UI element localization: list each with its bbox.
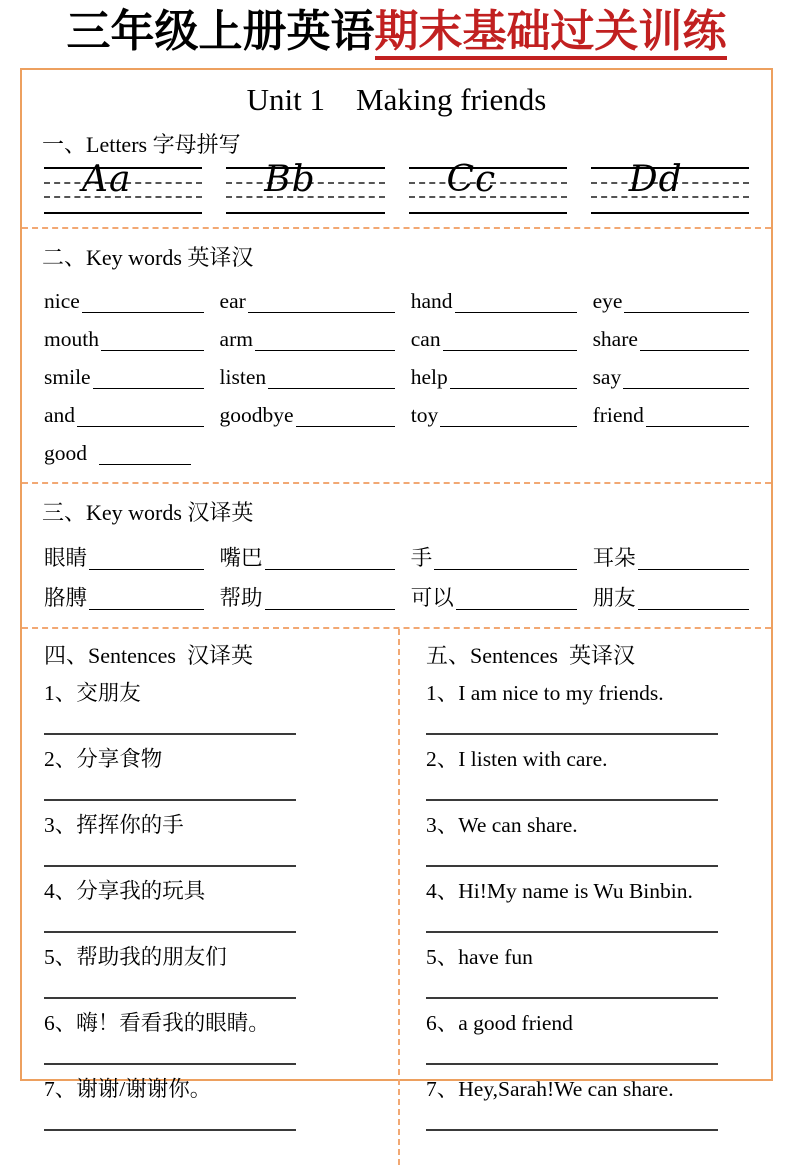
sentence-text: 1、交朋友 [44, 680, 141, 705]
answer-blank [265, 569, 395, 570]
keyword-label: 耳朵 [592, 546, 636, 571]
section-keywords-en-heading: 二、Key words 英译汉 [42, 244, 254, 270]
page-title-red-underlined: 期末基础过关训练 [375, 7, 727, 60]
answer-blank [434, 569, 576, 570]
writing-letter-label: Dd [628, 158, 683, 200]
answer-blank [640, 350, 749, 351]
answer-blank [89, 609, 204, 610]
keyword-label: listen [219, 365, 267, 390]
keyword-label: eye [592, 289, 623, 314]
answer-blank [99, 464, 191, 465]
keyword-cell [44, 280, 204, 318]
answer-blank [624, 312, 749, 313]
sentence-text: 2、I listen with care. [426, 746, 608, 771]
keywords-en-grid [44, 280, 749, 470]
answer-blank [296, 426, 395, 427]
keyword-cell [44, 318, 204, 356]
answer-blank [455, 312, 577, 313]
worksheet-box [20, 68, 773, 1101]
keyword-label: 手 [410, 546, 433, 571]
keyword-label: 眼睛 [44, 546, 88, 571]
keyword-cell [593, 318, 749, 356]
sentence-item [44, 744, 384, 801]
answer-blank-line [44, 931, 296, 933]
answer-blank-line [426, 997, 718, 999]
answer-blank-line [426, 931, 718, 933]
keyword-cell [411, 318, 577, 356]
keyword-label: 胳膊 [44, 586, 88, 611]
keyword-cell [593, 575, 749, 615]
keyword-label: 嘴巴 [219, 546, 263, 571]
answer-blank [255, 350, 395, 351]
keyword-label: 帮助 [219, 586, 263, 611]
answer-blank [440, 426, 576, 427]
keyword-cell [220, 575, 395, 615]
guideline-solid-bottom [591, 212, 749, 214]
dashed-divider [22, 227, 771, 229]
keyword-cell [411, 356, 577, 394]
writing-guide-group [591, 158, 749, 215]
answer-blank [77, 426, 204, 427]
keyword-label: hand [410, 289, 453, 314]
answer-blank [450, 388, 577, 389]
keyword-label: friend [592, 403, 644, 428]
unit-title: Unit 1 Making friends [246, 81, 547, 117]
keyword-cell [44, 535, 204, 575]
keyword-label: and [44, 403, 76, 428]
sentence-item [44, 1074, 384, 1131]
sentence-text: 4、Hi!My name is Wu Binbin. [426, 878, 693, 903]
answer-blank [443, 350, 577, 351]
sentence-text: 1、I am nice to my friends. [426, 680, 664, 705]
writing-guide-group [44, 158, 202, 215]
keyword-label: mouth [44, 327, 99, 352]
answer-blank-line [426, 1129, 718, 1131]
sentences-cn-column [22, 629, 400, 1165]
answer-blank-line [44, 1129, 296, 1131]
answer-blank [638, 609, 749, 610]
keyword-cell [220, 394, 395, 432]
keyword-label: goodbye [219, 403, 294, 428]
answer-blank-line [426, 733, 718, 735]
section-sentences-cn-heading: 四、Sentences 汉译英 [44, 642, 253, 668]
keyword-cell [411, 575, 577, 615]
sentence-text: 5、帮助我的朋友们 [44, 944, 227, 969]
answer-blank [82, 312, 204, 313]
keyword-label: toy [410, 403, 439, 428]
answer-blank-line [426, 1063, 718, 1065]
keyword-cell [411, 535, 577, 575]
keyword-cell [44, 575, 204, 615]
sentences-en-column [400, 629, 771, 1165]
sentence-text: 6、a good friend [426, 1010, 573, 1035]
writing-letter-label: Bb [264, 158, 316, 200]
sentence-text: 7、谢谢/谢谢你。 [44, 1076, 212, 1101]
guideline-solid-bottom [226, 212, 384, 214]
sentence-item [426, 1074, 759, 1131]
keyword-label: help [410, 365, 448, 390]
keyword-label: say [592, 365, 622, 390]
sentences-two-column-area [22, 629, 771, 1165]
keyword-cell [593, 394, 749, 432]
keyword-label: smile [44, 365, 91, 390]
sentence-item [426, 942, 759, 999]
sentence-text: 3、挥挥你的手 [44, 812, 184, 837]
keyword-label: nice [44, 289, 80, 314]
keyword-cell [44, 394, 204, 432]
keyword-label: share [592, 327, 638, 352]
answer-blank [248, 312, 395, 313]
keyword-cell [411, 394, 577, 432]
keyword-label: ear [219, 289, 246, 314]
answer-blank-line [44, 733, 296, 735]
keyword-label: can [410, 327, 441, 352]
keywords-cn-grid [44, 535, 749, 615]
section-sentences-en-heading: 五、Sentences 英译汉 [426, 642, 635, 668]
answer-blank-line [44, 799, 296, 801]
sentence-item [44, 876, 384, 933]
writing-letter-label: Cc [446, 158, 497, 200]
keyword-cell [220, 535, 395, 575]
writing-guide-group [226, 158, 384, 215]
sentence-item [426, 876, 759, 933]
answer-blank [89, 569, 204, 570]
keyword-cell [220, 356, 395, 394]
answer-blank-line [426, 799, 718, 801]
sentence-item [44, 678, 384, 735]
sentence-item [44, 942, 384, 999]
sentence-text: 3、We can share. [426, 812, 578, 837]
keyword-label: 朋友 [592, 586, 636, 611]
answer-blank [101, 350, 204, 351]
sentence-text: 7、Hey,Sarah!We can share. [426, 1076, 674, 1101]
sentence-item [426, 1008, 759, 1065]
answer-blank [646, 426, 749, 427]
answer-blank-line [44, 1063, 296, 1065]
keyword-cell [411, 280, 577, 318]
sentence-item [426, 678, 759, 735]
sentence-text: 6、嗨！看看我的眼睛。 [44, 1010, 270, 1035]
letters-writing-row [44, 158, 749, 215]
sentence-item [44, 810, 384, 867]
sentence-text: 2、分享食物 [44, 746, 163, 771]
keyword-label: arm [219, 327, 253, 352]
page-title [10, 6, 783, 59]
answer-blank-line [426, 865, 718, 867]
keyword-cell [220, 318, 395, 356]
page-title-black: 三年级上册英语 [66, 7, 375, 56]
section-keywords-cn-heading: 三、Key words 汉译英 [42, 499, 254, 525]
keyword-label: 可以 [410, 586, 454, 611]
answer-blank [623, 388, 749, 389]
answer-blank [638, 569, 749, 570]
sentence-item [426, 744, 759, 801]
sentence-text: 5、have fun [426, 944, 533, 969]
writing-letter-label: Aa [81, 158, 132, 200]
keyword-cell [593, 535, 749, 575]
keyword-cell [593, 280, 749, 318]
sentence-item [44, 1008, 384, 1065]
keyword-cell [44, 356, 204, 394]
keyword-label: good [44, 441, 87, 466]
answer-blank [265, 609, 395, 610]
dashed-divider [22, 482, 771, 484]
section-letters-heading: 一、Letters 字母拼写 [42, 131, 241, 157]
sentence-text: 4、分享我的玩具 [44, 878, 206, 903]
guideline-solid-bottom [44, 212, 202, 214]
keyword-cell [220, 280, 395, 318]
sentence-item [426, 810, 759, 867]
writing-guide-group [409, 158, 567, 215]
answer-blank [93, 388, 204, 389]
keyword-cell [44, 432, 204, 470]
answer-blank-line [44, 865, 296, 867]
answer-blank [456, 609, 577, 610]
answer-blank [268, 388, 395, 389]
answer-blank-line [44, 997, 296, 999]
keyword-cell [593, 356, 749, 394]
guideline-solid-bottom [409, 212, 567, 214]
